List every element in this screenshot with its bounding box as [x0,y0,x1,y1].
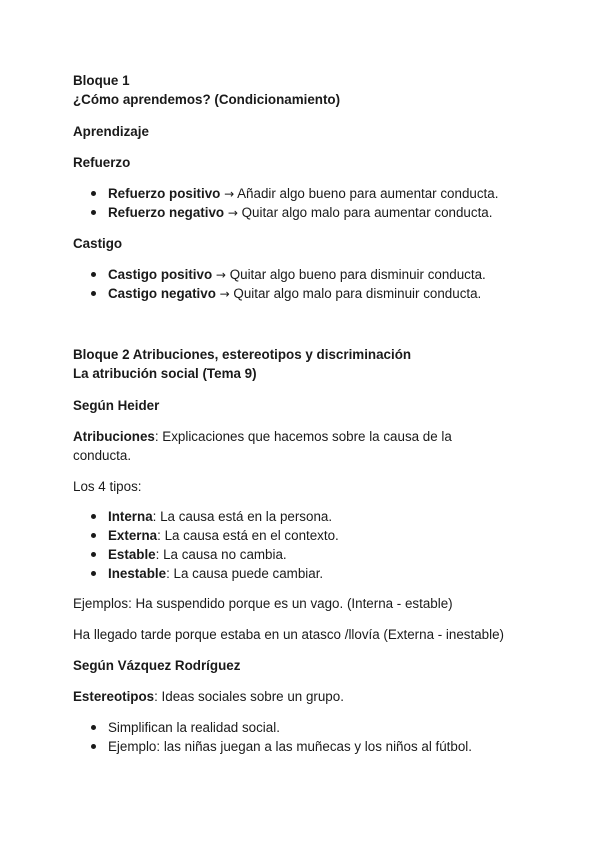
estereotipos-definition [73,687,560,706]
list-item [73,265,560,284]
item-text: Añadir algo bueno para aumentar conducta. [237,186,499,201]
item-term: Inestable [108,566,167,581]
bloque2-heading: Bloque 2 Atribuciones, estereotipos y discriminación [73,347,412,362]
item-term: Refuerzo positivo [108,186,221,201]
section-aprendizaje: Aprendizaje [73,124,149,139]
arrow-icon: → [219,287,230,301]
bloque1-heading: Bloque 1 [73,73,130,88]
item-text: Quitar algo bueno para disminuir conducta. [229,267,486,282]
list-item: Simplifican la realidad social. [73,718,560,737]
castigo-list [73,265,560,303]
list-item [73,545,560,564]
list-item [73,203,560,222]
types-intro: Los 4 tipos: [73,479,142,494]
item-text: : La causa puede cambiar. [166,566,324,581]
refuerzo-list [73,184,560,222]
item-text: : La causa no cambia. [155,547,287,562]
item-term: Externa [108,528,158,543]
item-text: Quitar algo malo para disminuir conducta. [233,286,482,301]
estereotipos-list [73,718,560,756]
list-item [73,526,560,545]
atribuciones-definition [73,427,490,465]
item-term: Interna [108,509,153,524]
definition-term: Atribuciones [73,429,155,444]
bloque1-subheading: ¿Cómo aprendemos? (Condicionamiento) [73,92,341,107]
list-item: Ejemplo: las niñas juegan a las muñecas y los niños al fútbol. [73,737,560,756]
arrow-icon: → [215,268,226,282]
definition-text: : Ideas sociales sobre un grupo. [154,689,344,704]
item-text: : La causa está en el contexto. [157,528,339,543]
example-2: Ha llegado tarde porque estaba en un atasco /llovía (Externa - inestable) [73,627,504,642]
list-item [73,564,560,583]
arrow-icon: → [227,206,238,220]
item-term: Castigo positivo [108,267,213,282]
example-1: Ejemplos: Ha suspendido porque es un vago. (Interna - estable) [73,596,453,611]
definition-text: : Explicaciones que hacemos sobre la causa de la conducta. [73,429,452,463]
vazquez-heading: Según Vázquez Rodríguez [73,658,241,673]
list-item [73,284,560,303]
types-list [73,507,560,583]
item-term: Estable [108,547,156,562]
list-item [73,507,560,526]
arrow-icon: → [224,187,235,201]
bloque2-subheading: La atribución social (Tema 9) [73,366,257,381]
list-item [73,184,560,203]
castigo-heading: Castigo [73,236,123,251]
heider-heading: Según Heider [73,398,160,413]
item-text: Quitar algo malo para aumentar conducta. [241,205,493,220]
item-term: Castigo negativo [108,286,216,301]
item-text: : La causa está en la persona. [152,509,333,524]
definition-term: Estereotipos [73,689,155,704]
refuerzo-heading: Refuerzo [73,155,131,170]
item-term: Refuerzo negativo [108,205,225,220]
